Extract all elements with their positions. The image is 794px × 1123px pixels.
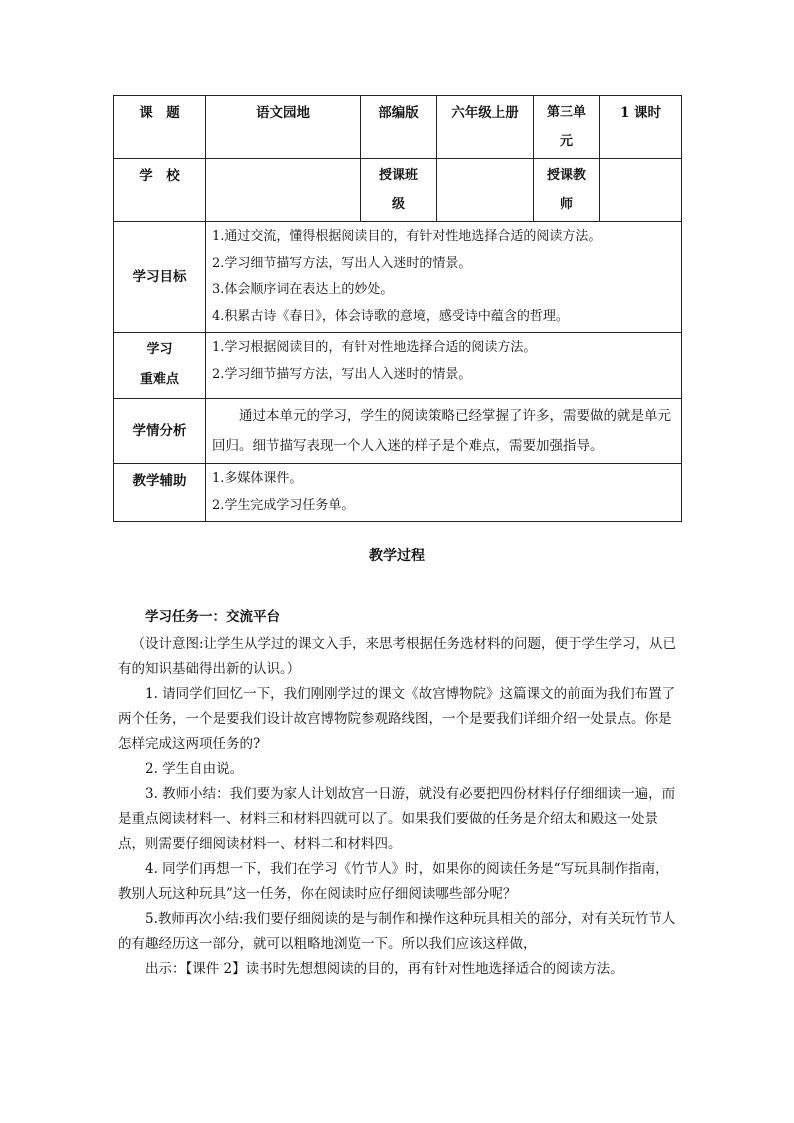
process-body [118, 605, 678, 982]
label-aids: 教学辅助 [114, 464, 206, 522]
value-school [206, 159, 361, 222]
difficulties-list [206, 333, 682, 399]
goal-item: 3.体会顺序词在表达上的妙处。 [212, 282, 394, 297]
label-goals: 学习目标 [114, 222, 206, 333]
value-grade: 六年级上册 [437, 96, 534, 159]
label-analysis: 学情分析 [114, 399, 206, 464]
aid-item: 1.多媒体课件。 [212, 471, 303, 486]
aids-list [206, 464, 682, 522]
paragraph: 1. 请同学们回忆一下，我们刚刚学过的课文《故宫博物院》这篇课文的前面为我们布置了两个任务，一个是要我们设计故宫博物院参观路线图，一个是要我们详细介绍一处景点。你是怎样完成这两项任务的? [118, 686, 676, 752]
task-heading: 学习任务一：交流平台 [145, 609, 280, 625]
value-class [437, 159, 534, 222]
value-teacher [600, 159, 682, 222]
row-goals [114, 222, 682, 333]
label-topic: 课 题 [114, 96, 206, 159]
goal-item: 2.学习细节描写方法，写出人入迷时的情景。 [212, 255, 472, 271]
paragraph: 3. 教师小结：我们要为家人计划故宫一日游，就没有必要把四份材料仔仔细细读一遍，而是重点阅读材料一、材料三和材料四就可以了。如果我们要做的任务是介绍太和殿这一处景点，则需要仔细阅读材料一、材料二和材料四。 [118, 786, 676, 852]
row-aids [114, 464, 682, 522]
label-school: 学 校 [114, 159, 206, 222]
paragraph: 2. 学生自由说。 [145, 761, 244, 777]
value-unit: 第三单 元 [534, 96, 600, 159]
goal-item: 1.通过交流，懂得根据阅读目的，有针对性地选择合适的阅读方法。 [212, 229, 602, 244]
label-difficulties: 学习 重难点 [114, 333, 206, 399]
value-hours: 1 课时 [600, 96, 682, 159]
goals-list [206, 222, 682, 333]
label-class: 授课班 级 [361, 159, 437, 222]
row-difficulties [114, 333, 682, 399]
paragraph: 出示：【课件 2】读书时先想想阅读的目的，再有针对性地选择适合的阅读方法。 [145, 961, 624, 977]
label-teacher: 授课教 师 [534, 159, 600, 222]
difficulty-item: 1.学习根据阅读目的，有针对性地选择合适的阅读方法。 [212, 340, 537, 355]
lesson-info-table [113, 95, 682, 522]
row-school [114, 159, 682, 222]
row-title [114, 96, 682, 159]
analysis-text: 通过本单元的学习，学生的阅读策略已经掌握了许多，需要做的就是单元回归。细节描写表现一个人入迷的样子是个难点，需要加强指导。 [206, 399, 682, 464]
goal-item: 4.积累古诗《春日》，体会诗歌的意境，感受诗中蕴含的哲理。 [212, 308, 569, 324]
value-edition: 部编版 [361, 96, 437, 159]
difficulty-item: 2.学习细节描写方法，写出人入迷时的情景。 [212, 366, 472, 382]
aid-item: 2.学生完成学习任务单。 [212, 497, 355, 513]
row-analysis [114, 399, 682, 464]
paragraph: 5.教师再次小结:我们要仔细阅读的是与制作和操作这种玩具相关的部分，对有关玩竹节人的有趣经历这一部分，就可以粗略地浏览一下。所以我们应该这样做， [118, 911, 676, 952]
section-title: 教学过程 [369, 548, 425, 564]
paragraph: （设计意图:让学生从学过的课文入手，来思考根据任务选材料的问题，便于学生学习，从已有的知识基础得出新的认识。） [118, 636, 677, 677]
value-topic: 语文园地 [206, 96, 361, 159]
paragraph: 4. 同学们再想一下，我们在学习《竹节人》时，如果你的阅读任务是“写玩具制作指南，教别人玩这种玩具”这一任务，你在阅读时应仔细阅读哪些部分呢？ [118, 861, 669, 902]
